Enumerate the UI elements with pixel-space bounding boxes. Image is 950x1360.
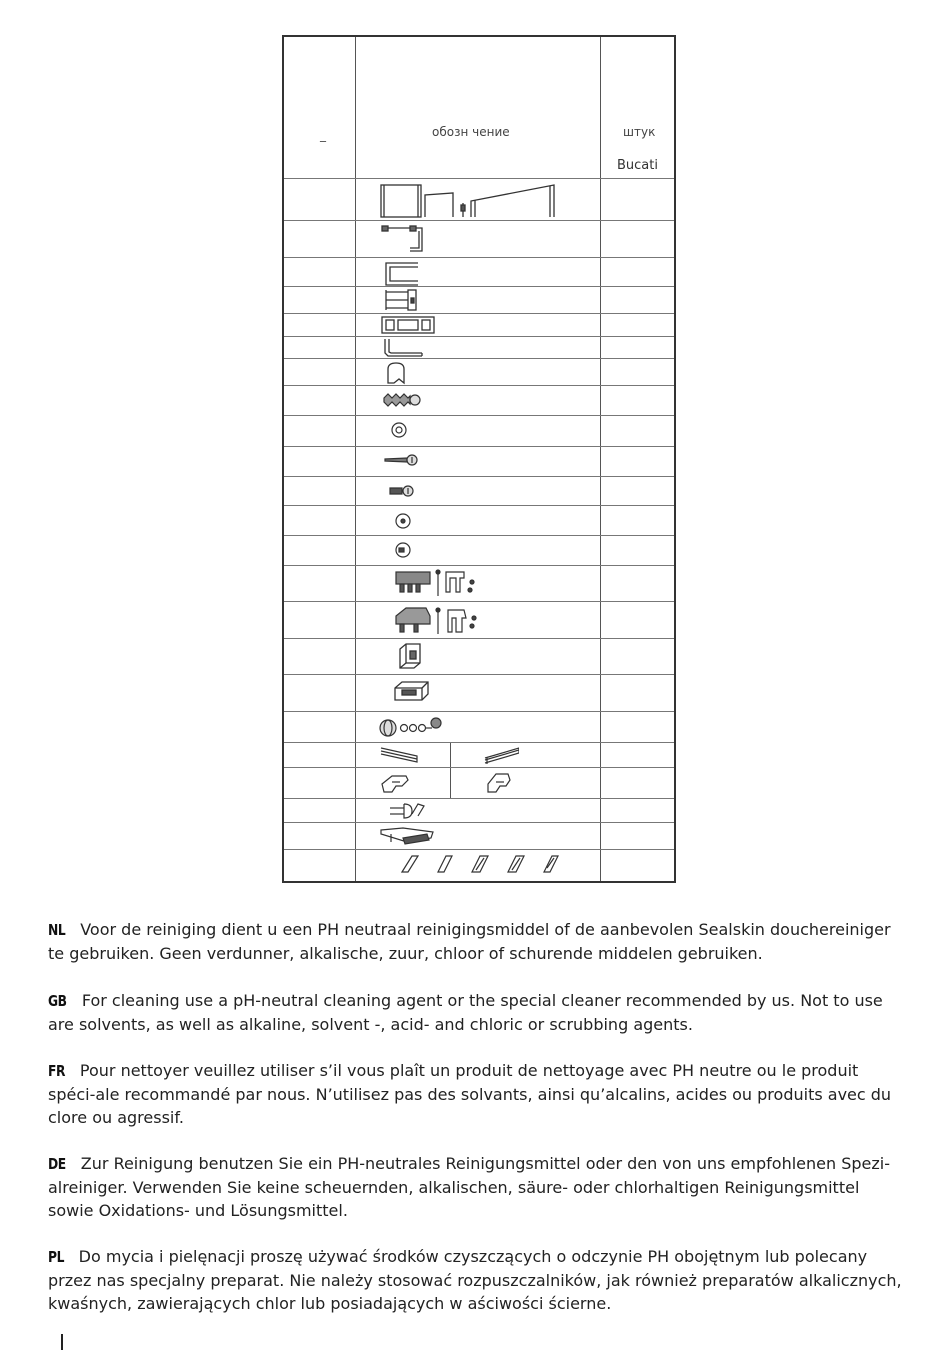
row-divider <box>284 535 674 536</box>
magnetic-seal-clip-icon <box>388 800 428 820</box>
row-divider <box>284 638 674 639</box>
row-divider <box>284 446 674 447</box>
row-divider <box>284 565 674 566</box>
row-divider <box>284 313 674 314</box>
row-divider <box>284 257 674 258</box>
col2-header: обозн чение <box>432 125 510 139</box>
knob-set-icon <box>378 713 448 739</box>
screw-cap-icon <box>393 511 413 531</box>
clamp-block-icon <box>396 641 426 671</box>
bottom-guide-icon <box>377 824 437 848</box>
row-divider <box>284 336 674 337</box>
note-nl <box>48 918 908 965</box>
note-text: Voor de reiniging dient u een PH neutraal reinigingsmiddel of de aanbevolen Sealskin douchereiniger te gebruiken. Geen verdunner, alkalische, zuur, chloor of schurende middelen gebruiken. <box>48 920 891 963</box>
wall-profile-icon <box>380 223 430 255</box>
parts-table <box>282 35 676 883</box>
note-fr <box>48 1059 908 1129</box>
language-code: PL <box>48 1248 65 1266</box>
language-code: GB <box>48 992 67 1010</box>
channel-profile-icon <box>382 260 422 288</box>
bent-rod-icon <box>382 337 426 359</box>
language-code: FR <box>48 1062 66 1080</box>
row-divider <box>284 767 674 768</box>
shower-enclosure-icon <box>379 183 559 219</box>
note-text: For cleaning use a pH-neutral cleaning agent or the special cleaner recommended by us. Not to use are solvents, as well as alkaline, solvent -, acid- and chloric or scrubbing agents. <box>48 991 883 1034</box>
connector-profile-icon <box>382 288 422 312</box>
row-divider <box>284 798 674 799</box>
row-divider <box>284 849 674 850</box>
note-gb <box>48 989 908 1036</box>
long-screw-icon <box>383 453 419 467</box>
note-text: Pour nettoyer veuillez utiliser s’il vous plaît un produit de nettoyage avec PH neutre ou le produit spéci-ale recommandé par nous. N’utilisez pas des solvants, ainsi qu’alcalins, acides ou produits avec du clore ou agressif. <box>48 1061 892 1127</box>
row-divider <box>284 742 674 743</box>
language-code: DE <box>48 1155 66 1173</box>
row-divider <box>284 601 674 602</box>
washer-icon <box>389 420 409 440</box>
col1-header: _ <box>320 128 326 142</box>
roller-set-icon <box>394 568 494 598</box>
screw-cap-small-icon <box>393 540 413 560</box>
row-divider <box>284 822 674 823</box>
stopper-block-icon <box>392 678 432 704</box>
seal-strip-pair-icon <box>379 744 519 766</box>
wall-plug-icon <box>382 390 422 410</box>
column-divider <box>355 37 356 881</box>
row-divider <box>284 286 674 287</box>
short-screw-icon <box>388 483 418 499</box>
page-marker <box>61 1334 63 1350</box>
note-text: Zur Reinigung benutzen Sie ein PH-neutrales Reinigungsmittel oder den von uns empfohlenen Spezi-alreiniger. Verwenden Sie keine scheuernden, alkalischen, säure- oder chlorhaltigen Reinigungsmittel sowie Oxidations- und Lösungsmittel. <box>48 1154 890 1220</box>
note-pl <box>48 1245 908 1315</box>
column-divider <box>600 37 601 881</box>
roller-set-alt-icon <box>394 604 494 636</box>
row-divider <box>284 415 674 416</box>
row-divider <box>284 674 674 675</box>
row-divider <box>284 220 674 221</box>
col3-subheader: Bucati <box>617 158 658 173</box>
note-text: Do mycia i pielęnacji proszę używać środków czyszczących o odczynie PH obojętnym lub polecany przez nas specjalny preparat. Nie należy stosować rozpuszczalników, jak również preparatów alkalicznych, kwaśnych, zawierających chlor lub posiadających w aściwości ścierne. <box>48 1247 902 1313</box>
note-de <box>48 1152 908 1222</box>
row-divider <box>284 476 674 477</box>
row-divider <box>284 178 674 179</box>
col3-header: штук <box>623 125 656 139</box>
guide-clip-pair-icon <box>380 770 520 796</box>
row-divider <box>284 505 674 506</box>
row-divider <box>284 385 674 386</box>
row-divider <box>284 711 674 712</box>
seal-pieces-icon <box>400 852 560 876</box>
end-cap-icon <box>385 361 409 385</box>
row-divider <box>284 358 674 359</box>
rectangular-cover-icon <box>380 315 436 335</box>
language-code: NL <box>48 921 66 939</box>
